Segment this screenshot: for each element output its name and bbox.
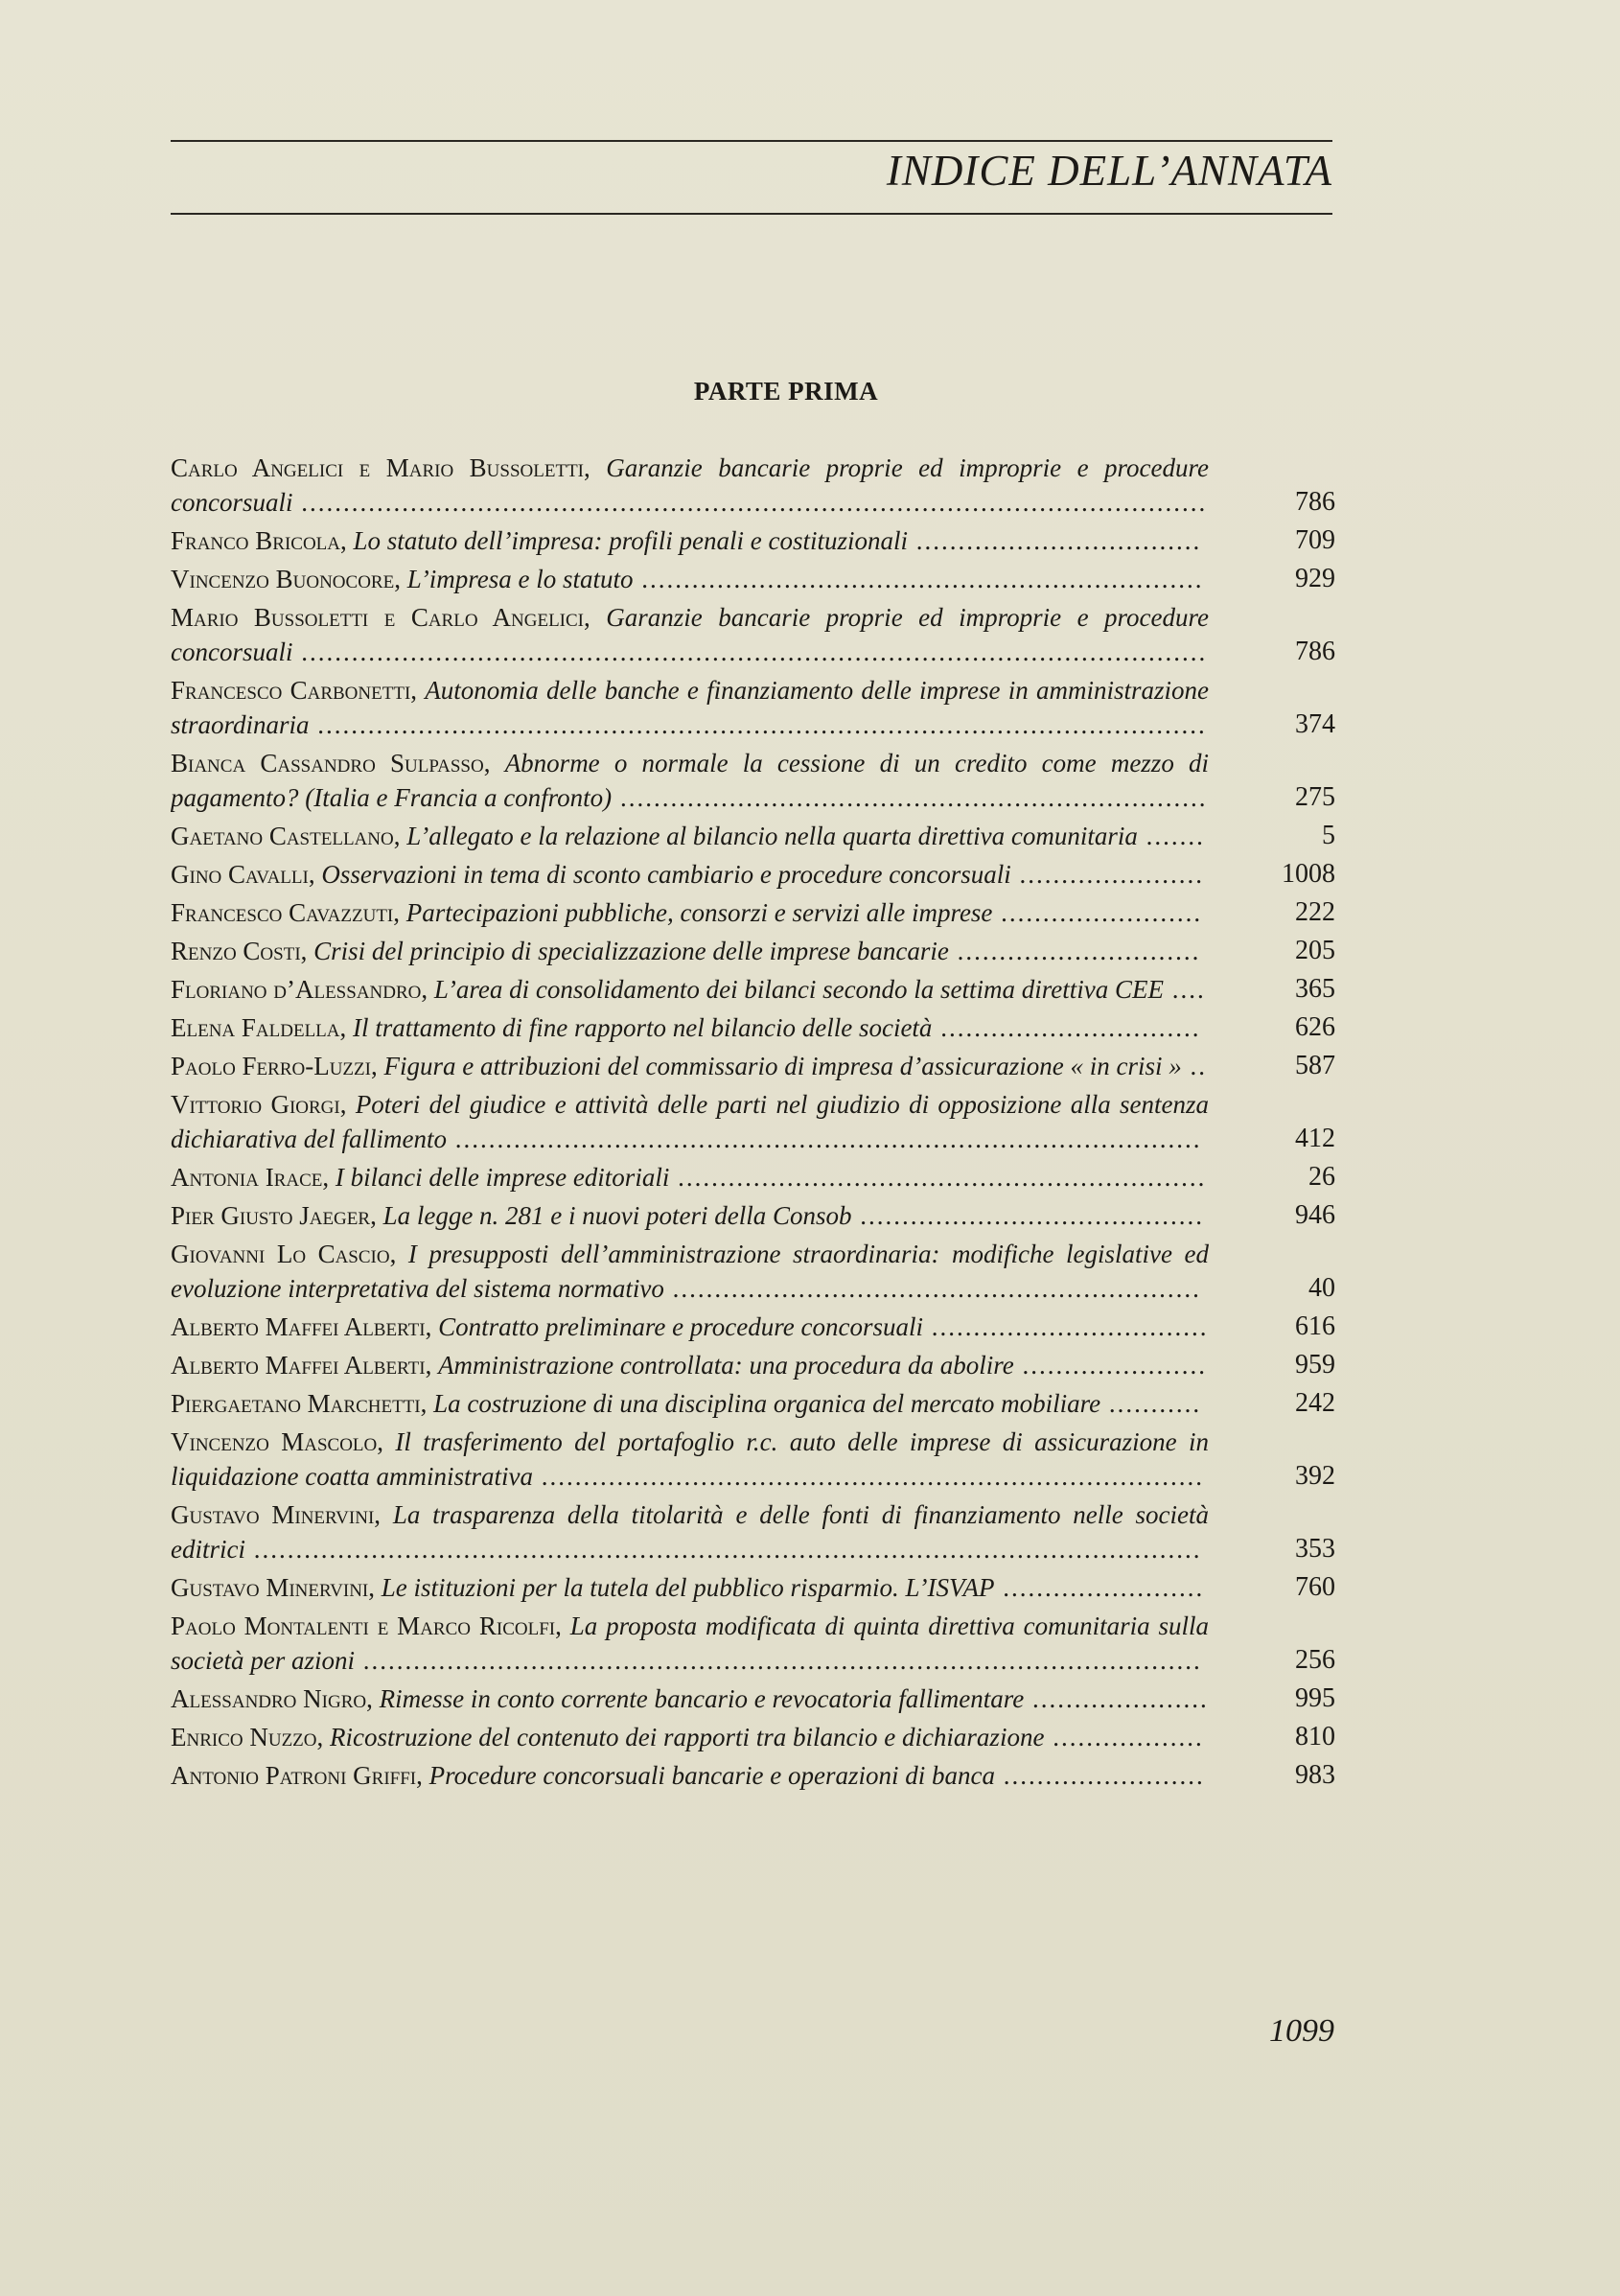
entry-page-number: 353 <box>1295 1534 1335 1564</box>
entry-page-number: 786 <box>1295 487 1335 517</box>
toc-entry-text <box>171 1087 1209 1156</box>
entry-title: I bilanci delle imprese editoriali <box>335 1163 670 1192</box>
entry-author: Mario Bussoletti e Carlo Angelici <box>171 603 585 632</box>
toc-entry-text <box>171 934 1209 968</box>
entry-separator: , <box>374 1500 393 1529</box>
entry-author: Gustavo Minervini <box>171 1500 375 1529</box>
toc-entry-text <box>171 1010 1209 1045</box>
entry-author: Francesco Carbonetti <box>171 676 411 705</box>
entry-title: Ricostruzione del contenuto dei rapporti tra bilancio e dichiarazione <box>330 1723 1045 1751</box>
entry-page-number: 709 <box>1295 525 1335 555</box>
dot-leader: ...................... <box>1013 1351 1208 1380</box>
entry-page-number: 242 <box>1295 1388 1335 1418</box>
entry-separator: , <box>370 1201 383 1230</box>
dot-leader: ............................................................................................................ <box>292 638 1208 666</box>
entry-page-number: 374 <box>1295 709 1335 739</box>
entry-author: Pier Giusto Jaeger <box>171 1201 371 1230</box>
entry-page-number: 616 <box>1295 1311 1335 1341</box>
toc-entry <box>171 1049 1335 1083</box>
entry-author: Giovanni Lo Cascio <box>171 1240 390 1268</box>
entry-page-number: 959 <box>1295 1350 1335 1380</box>
entry-author: Paolo Ferro-Luzzi <box>171 1052 371 1080</box>
entry-separator: , <box>416 1761 429 1790</box>
toc-entry <box>171 1425 1335 1494</box>
toc-entry <box>171 819 1335 853</box>
toc-entry-text <box>171 1348 1209 1382</box>
entry-page-number: 1008 <box>1282 859 1335 889</box>
toc-entry <box>171 1310 1335 1344</box>
entry-title: Le istituzioni per la tutela del pubblico risparmio. L’ISVAP <box>381 1573 995 1602</box>
entry-author: Gaetano Castellano <box>171 822 394 850</box>
entry-title: Poteri del giudice e attività delle parti nel giudizio di opposizione alla sentenza dichiarativa del fallimento <box>171 1090 1209 1153</box>
entry-title: La proposta modificata di quinta direttiva comunitaria sulla società per azioni <box>171 1612 1209 1675</box>
entry-author: Carlo Angelici e Mario Bussoletti <box>171 453 585 482</box>
dot-leader: ........................ <box>994 1573 1205 1602</box>
dot-leader: .................. <box>1044 1723 1204 1751</box>
toc-entry-text <box>171 746 1209 815</box>
entry-separator: , <box>308 860 322 889</box>
toc-entry <box>171 1348 1335 1382</box>
dot-leader: ............................................................... <box>663 1274 1201 1303</box>
toc-entry <box>171 1386 1335 1421</box>
entry-separator: , <box>584 453 607 482</box>
entry-author: Vittorio Giorgi <box>171 1090 340 1119</box>
entry-separator: , <box>483 749 505 777</box>
dot-leader: ...................... <box>1010 860 1204 889</box>
toc-entry-text <box>171 895 1209 930</box>
entry-title: Il trasferimento del portafoglio r.c. auto delle imprese di assicurazione in liquidazione coatta amministrativa <box>171 1427 1209 1491</box>
entry-title: Contratto preliminare e procedure concorsuali <box>438 1312 923 1341</box>
entry-separator: , <box>394 565 407 593</box>
entry-author: Francesco Cavazzuti <box>171 898 394 927</box>
toc-entry-text <box>171 972 1209 1007</box>
toc-entry <box>171 1497 1335 1566</box>
page-number: 1099 <box>1269 2013 1334 2049</box>
entry-title: Procedure concorsuali bancarie e operazioni di banca <box>428 1761 996 1790</box>
dot-leader: .......................................................................................................... <box>309 710 1207 739</box>
entry-title: L’allegato e la relazione al bilancio nella quarta direttiva comunitaria <box>406 822 1138 850</box>
entry-page-number: 983 <box>1295 1760 1335 1790</box>
header-rule-bottom <box>171 213 1332 215</box>
entry-author: Elena Faldella <box>171 1013 340 1042</box>
entry-separator: , <box>425 1312 439 1341</box>
toc-entry <box>171 1160 1335 1194</box>
entry-page-number: 365 <box>1295 974 1335 1004</box>
entry-separator: , <box>555 1612 570 1640</box>
entry-author: Paolo Montalenti e Marco Ricolfi <box>171 1612 556 1640</box>
entry-author: Alberto Maffei Alberti <box>171 1312 426 1341</box>
entry-title: I presupposti dell’amministrazione straordinaria: modifiche legislative ed evoluzione interpretativa del sistema normativo <box>171 1240 1209 1303</box>
toc-entry <box>171 562 1335 596</box>
dot-leader: ............................... <box>932 1013 1201 1042</box>
entry-separator: , <box>339 1090 356 1119</box>
toc-entry <box>171 1087 1335 1156</box>
entry-separator: , <box>393 822 407 850</box>
entry-title: Figura e attribuzioni del commissario di impresa d’assicurazione « in crisi » <box>383 1052 1182 1080</box>
entry-author: Piergaetano Marchetti <box>171 1389 421 1418</box>
toc-entry-text <box>171 1425 1209 1494</box>
entry-page-number: 40 <box>1308 1273 1335 1303</box>
entry-author: Antonio Patroni Griffi <box>171 1761 417 1790</box>
entry-page-number: 946 <box>1295 1200 1335 1230</box>
toc-entry-text <box>171 562 1209 596</box>
toc-entry <box>171 600 1335 669</box>
toc-entry-text <box>171 1237 1209 1306</box>
dot-leader: ........... <box>1100 1389 1202 1418</box>
entry-title: La trasparenza della titolarità e delle fonti di finanziamento nelle società editrici <box>171 1500 1209 1564</box>
entry-title: Autonomia delle banche e finanziamento delle imprese in amministrazione straordinaria <box>171 676 1209 739</box>
entry-page-number: 256 <box>1295 1645 1335 1675</box>
entry-separator: , <box>370 1052 384 1080</box>
entry-author: Vincenzo Buonocore <box>171 565 395 593</box>
entry-author: Floriano d’Alessandro <box>171 975 422 1004</box>
dot-leader: ............................. <box>948 937 1201 965</box>
toc-entry <box>171 451 1335 520</box>
dot-leader: ...................................................................... <box>612 783 1208 812</box>
entry-page-number: 786 <box>1295 637 1335 666</box>
dot-leader: ................................................................... <box>633 565 1204 593</box>
entry-page-number: 222 <box>1295 897 1335 927</box>
entry-separator: , <box>322 1163 336 1192</box>
entry-page-number: 995 <box>1295 1683 1335 1713</box>
entry-page-number: 810 <box>1295 1722 1335 1751</box>
toc-entry-text <box>171 1497 1209 1566</box>
entry-title: Crisi del principio di specializzazione delle imprese bancarie <box>313 937 949 965</box>
toc-entry-text <box>171 1198 1209 1233</box>
dot-leader: .... <box>1164 975 1206 1004</box>
dot-leader: ......................................... <box>851 1201 1205 1230</box>
entry-separator: , <box>339 1013 354 1042</box>
entry-author: Bianca Cassandro Sulpasso <box>171 749 484 777</box>
toc-entry <box>171 746 1335 815</box>
entry-page-number: 275 <box>1295 782 1335 812</box>
entry-separator: , <box>584 603 607 632</box>
entry-title: L’impresa e lo statuto <box>406 565 634 593</box>
entry-page-number: 929 <box>1295 564 1335 593</box>
entry-separator: , <box>421 975 434 1004</box>
entry-author: Alessandro Nigro <box>171 1684 367 1713</box>
dot-leader: .................................. <box>908 526 1202 555</box>
entry-separator: , <box>366 1684 380 1713</box>
dot-leader: .. <box>1181 1052 1207 1080</box>
entry-separator: , <box>300 937 314 965</box>
dot-leader: ......................................................................................... <box>446 1125 1202 1153</box>
toc-entry-text <box>171 1160 1209 1194</box>
toc-entry <box>171 1681 1335 1716</box>
entry-author: Franco Bricola <box>171 526 341 555</box>
entry-title: L’area di consolidamento dei bilanci secondo la settima direttiva CEE <box>433 975 1165 1004</box>
entry-title: Garanzie bancarie proprie ed improprie e procedure concorsuali <box>171 603 1209 666</box>
dot-leader: ........................ <box>992 898 1203 927</box>
entry-separator: , <box>368 1573 382 1602</box>
entry-separator: , <box>420 1389 434 1418</box>
entry-page-number: 392 <box>1295 1461 1335 1491</box>
toc-entry <box>171 934 1335 968</box>
toc-entry <box>171 673 1335 742</box>
entry-separator: , <box>389 1240 408 1268</box>
entry-separator: , <box>377 1427 396 1456</box>
toc-entry <box>171 1570 1335 1605</box>
entry-author: Gino Cavalli <box>171 860 309 889</box>
entry-title: Il trattamento di fine rapporto nel bilancio delle società <box>353 1013 933 1042</box>
entry-title: Lo statuto dell’impresa: profili penali e costituzionali <box>353 526 908 555</box>
entry-page-number: 26 <box>1308 1162 1335 1192</box>
toc-entry-text <box>171 1570 1209 1605</box>
entry-author: Antonia Irace <box>171 1163 323 1192</box>
running-title: INDICE DELL’ANNATA <box>886 147 1332 195</box>
entry-author: Enrico Nuzzo <box>171 1723 317 1751</box>
entry-title: Abnorme o normale la cessione di un credito come mezzo di pagamento? (Italia e Francia a confronto) <box>171 749 1209 812</box>
toc-entry-text <box>171 1681 1209 1716</box>
entry-title: Amministrazione controllata: una procedura da abolire <box>438 1351 1014 1380</box>
entry-author: Gustavo Minervini <box>171 1573 369 1602</box>
toc-entry-text <box>171 673 1209 742</box>
toc-entry <box>171 1198 1335 1233</box>
entry-author: Renzo Costi <box>171 937 301 965</box>
entry-separator: , <box>340 526 354 555</box>
entry-title: Garanzie bancarie proprie ed improprie e procedure concorsuali <box>171 453 1209 517</box>
dot-leader: ....... <box>1137 822 1205 850</box>
toc-entry <box>171 1758 1335 1793</box>
dot-leader: .................................................................................................... <box>354 1646 1202 1675</box>
entry-separator: , <box>393 898 406 927</box>
section-heading: PARTE PRIMA <box>693 377 879 406</box>
entry-separator: , <box>410 676 426 705</box>
entry-page-number: 5 <box>1322 821 1335 850</box>
toc-entry-text <box>171 819 1209 853</box>
toc-entry <box>171 857 1335 892</box>
entry-title: La legge n. 281 e i nuovi poteri della Consob <box>382 1201 852 1230</box>
dot-leader: ..................... <box>1024 1684 1209 1713</box>
table-of-contents <box>171 451 1335 1797</box>
dot-leader: ............................................................................... <box>533 1462 1204 1491</box>
header-rule-top <box>171 140 1332 142</box>
toc-entry-text <box>171 451 1209 520</box>
toc-entry-text <box>171 1049 1209 1083</box>
toc-entry <box>171 1720 1335 1754</box>
entry-page-number: 205 <box>1295 936 1335 965</box>
entry-separator: , <box>316 1723 331 1751</box>
entry-separator: , <box>425 1351 439 1380</box>
toc-entry-text <box>171 523 1209 558</box>
entry-page-number: 760 <box>1295 1572 1335 1602</box>
entry-title: Partecipazioni pubbliche, consorzi e servizi alle imprese <box>405 898 993 927</box>
entry-title: Rimesse in conto corrente bancario e revocatoria fallimentare <box>379 1684 1025 1713</box>
entry-title: La costruzione di una disciplina organica del mercato mobiliare <box>433 1389 1101 1418</box>
toc-entry-text <box>171 1310 1209 1344</box>
toc-entry-text <box>171 857 1209 892</box>
entry-page-number: 626 <box>1295 1012 1335 1042</box>
entry-page-number: 412 <box>1295 1124 1335 1153</box>
toc-entry <box>171 1609 1335 1678</box>
toc-entry <box>171 895 1335 930</box>
toc-entry <box>171 1010 1335 1045</box>
toc-entry-text <box>171 600 1209 669</box>
toc-entry-text <box>171 1386 1209 1421</box>
toc-entry-text <box>171 1720 1209 1754</box>
dot-leader: ............................................................... <box>669 1163 1207 1192</box>
entry-page-number: 587 <box>1295 1051 1335 1080</box>
toc-entry-text <box>171 1758 1209 1793</box>
entry-author: Alberto Maffei Alberti <box>171 1351 426 1380</box>
toc-entry <box>171 972 1335 1007</box>
dot-leader: ............................................................................................................ <box>292 488 1208 517</box>
toc-entry <box>171 1237 1335 1306</box>
dot-leader: ................................................................................................................. <box>244 1535 1202 1564</box>
entry-author: Vincenzo Mascolo <box>171 1427 378 1456</box>
toc-entry <box>171 523 1335 558</box>
toc-entry-text <box>171 1609 1209 1678</box>
dot-leader: ................................. <box>923 1312 1209 1341</box>
dot-leader: ........................ <box>995 1761 1205 1790</box>
entry-title: Osservazioni in tema di sconto cambiario e procedure concorsuali <box>321 860 1011 889</box>
